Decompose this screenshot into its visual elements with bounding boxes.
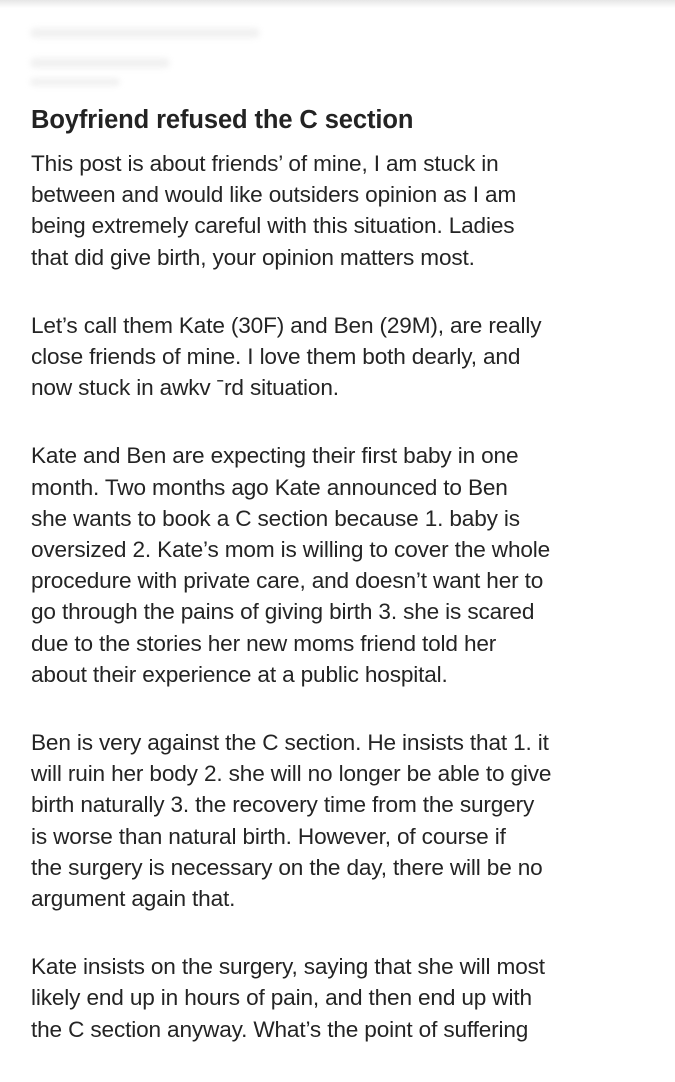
text-line: close friends of mine. I love them both dearly, and [31, 344, 521, 370]
text-line: oversized 2. Kate’s mom is willing to cover the whole [31, 537, 551, 563]
text-line: about their experience at a public hospital. [31, 661, 448, 687]
text-line: the C section anyway. What’s the point of suffering [31, 1016, 529, 1042]
post-body [31, 104, 655, 1082]
paragraph-kate-insists [31, 951, 655, 1045]
text-line: now stuck in awkv ˉrd situation. [31, 375, 339, 401]
blurred-header-text [30, 78, 120, 86]
blurred-header-text [30, 58, 170, 68]
text-line: being extremely careful with this situation. Ladies [31, 213, 515, 239]
paragraph-characters [31, 310, 655, 404]
text-line: procedure with private care, and doesn’t want her to [31, 568, 544, 594]
text-line: due to the stories her new moms friend told her [31, 630, 497, 656]
text-line: This post is about friends’ of mine, I am stuck in [31, 151, 499, 176]
text-line: Let’s call them Kate (30F) and Ben (29M), are really [31, 312, 542, 338]
paragraph-intro [31, 148, 655, 273]
text-line: will ruin her body 2. she will no longer be able to give [31, 761, 552, 787]
post-title: Boyfriend refused the C section [31, 106, 414, 134]
text-line: she wants to book a C section because 1. baby is [31, 505, 520, 531]
text-line: Ben is very against the C section. He insists that 1. it [31, 730, 549, 756]
paragraph-kate-reasons [31, 440, 655, 690]
top-shadow [0, 0, 675, 8]
blurred-header-text [30, 28, 260, 38]
text-line: argument again that. [31, 886, 236, 912]
text-line: that did give birth, your opinion matters most. [31, 244, 475, 270]
text-line: likely end up in hours of pain, and then end up with [31, 985, 532, 1011]
text-line: between and would like outsiders opinion as I am [31, 182, 517, 208]
text-line: birth naturally 3. the recovery time from the surgery [31, 792, 535, 818]
text-line: go through the pains of giving birth 3. she is scared [31, 599, 535, 625]
text-line: month. Two months ago Kate announced to Ben [31, 474, 508, 500]
text-line: Kate and Ben are expecting their first baby in one [31, 443, 519, 469]
text-line: is worse than natural birth. However, of course if [31, 823, 506, 849]
text-line: the surgery is necessary on the day, there will be no [31, 854, 543, 880]
text-line: Kate insists on the surgery, saying that she will most [31, 954, 545, 980]
paragraph-ben-objections [31, 727, 655, 914]
